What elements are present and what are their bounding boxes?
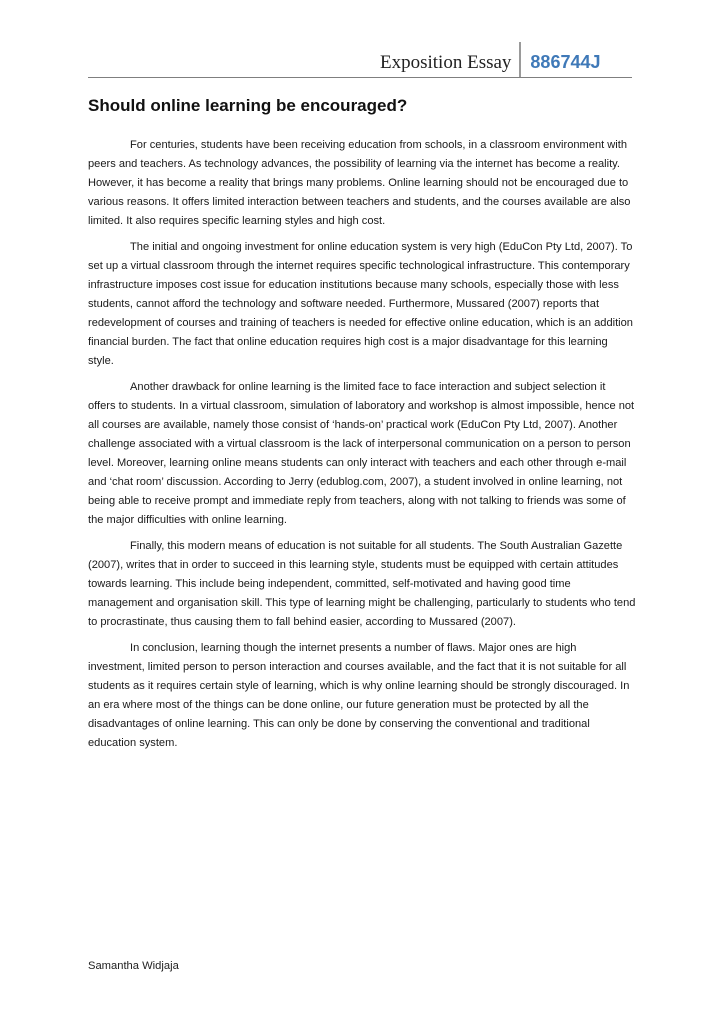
header-rule [88, 77, 632, 78]
page-header [380, 44, 601, 78]
essay-body [88, 136, 636, 760]
header-student-id: 886744J [530, 52, 601, 72]
paragraph-introduction: For centuries, students have been receiving education from schools, in a classroom environment with peers and teachers. As technology advances, the possibility of learning via the internet has become a reality. However, it has become a reality that brings many problems. Online learning should not be encouraged due to various reasons. It offers limited interaction between teachers and students, and the courses available are also limited. It also requires specific learning styles and high cost. [88, 139, 631, 227]
paragraph-cost: The initial and ongoing investment for online education system is very high (EduCon Pty Ltd, 2007). To set up a virtual classroom through the internet requires specific technological infrastructure. This contemporary infrastructure imposes cost issue for education institutions because many schools, especially those with less students, cannot afford the technology and software needed. Furthermore, Mussared (2007) reports that redevelopment of courses and training of teachers is needed for effective online education, which is an addition financial burden. The fact that online education requires high cost is a major disadvantage for this learning style. [88, 241, 633, 367]
paragraph-conclusion: In conclusion, learning though the internet presents a number of flaws. Major ones are high investment, limited person to person interaction and courses available, and the fact that it is not suitable for all students as it requires certain style of learning, which is why online learning should be strongly discouraged. In an era where most of the things can be done online, our future generation must be protected by all the disadvantages of online learning. This can only be done by conserving the conventional and traditional education system. [88, 642, 630, 749]
paragraph-suitability: Finally, this modern means of education is not suitable for all students. The South Australian Gazette (2007), writes that in order to succeed in this learning style, students must be equipped with certain attitudes towards learning. This include being independent, committed, self-motivated and having good time management and organisation skill. This type of learning might be challenging, particularly to students who tend to procrastinate, thus causing them to fall behind easier, according to Mussared (2007). [88, 540, 636, 628]
footer-author: Samantha Widjaja [88, 960, 179, 972]
essay-title: Should online learning be encouraged? [88, 96, 408, 115]
paragraph-interaction: Another drawback for online learning is the limited face to face interaction and subject selection it offers to students. In a virtual classroom, simulation of laboratory and workshop is almost impossible, hence not all courses are available, namely those consist of ‘hands-on’ practical work (EduCon Pty Ltd, 2007). Another challenge associated with a virtual classroom is the lack of interpersonal communication on a person to person level. Moreover, learning online means students can only interact with teachers and each other through e-mail and ‘chat room’ discussion. According to Jerry (edublog.com, 2007), a student involved in online learning, not being able to receive prompt and immediate reply from teachers, along with not talking to friends was some of the major difficulties with online learning. [88, 381, 635, 526]
header-title: Exposition Essay [380, 52, 512, 73]
